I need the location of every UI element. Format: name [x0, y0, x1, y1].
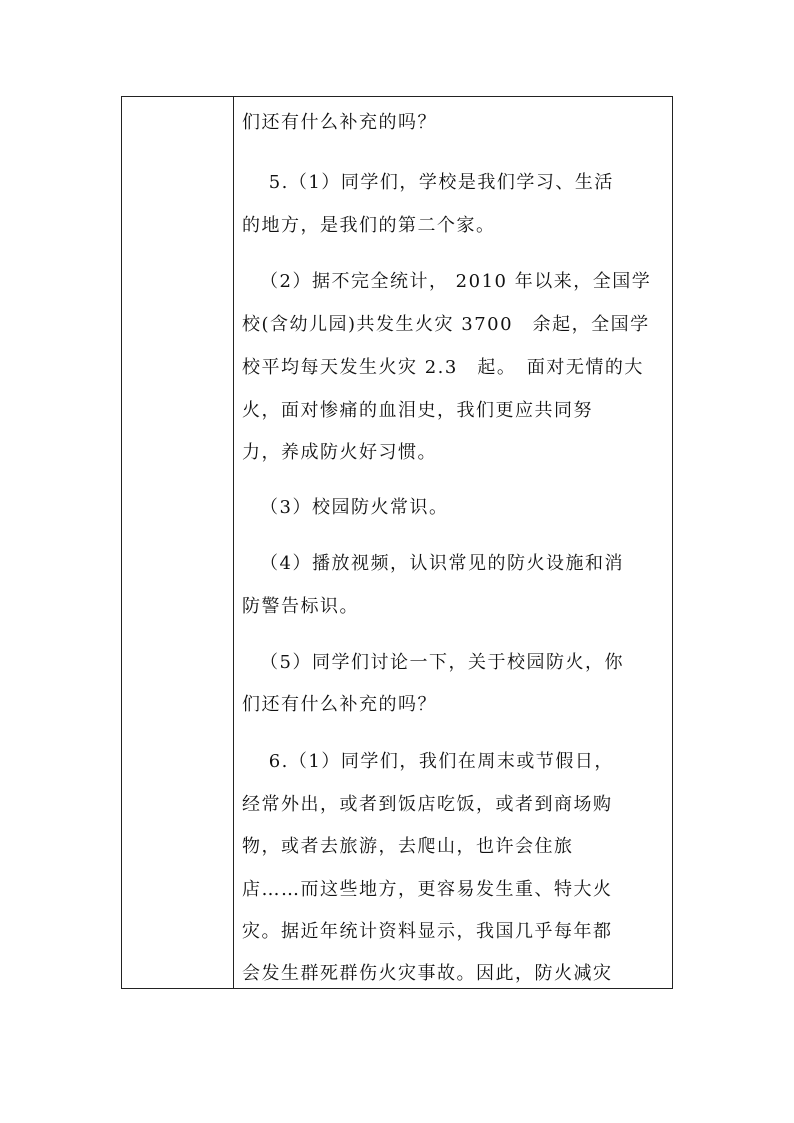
text-line: （3）校园防火常识。 — [260, 497, 449, 518]
text-line: 经常外出，或者到饭店吃饭，或者到商场购 — [242, 794, 613, 815]
text-line: 校平均每天发生火灾 2.3 起。 面对无情的大 — [242, 357, 644, 378]
text-line: （2）据不完全统计， 2010 年以来，全国学 — [260, 271, 652, 292]
text-line: 们还有什么补充的吗？ — [242, 112, 437, 133]
content-cell — [234, 97, 672, 988]
text-line: （5）同学们讨论一下，关于校园防火，你 — [260, 652, 624, 673]
text-line: 5.（1）同学们，学校是我们学习、生活 — [242, 172, 614, 193]
text-line: 的地方，是我们的第二个家。 — [242, 215, 496, 236]
text-line: 们还有什么补充的吗？ — [242, 694, 437, 715]
text-line: 防警告标识。 — [242, 596, 359, 617]
text-line: 6.（1）同学们，我们在周末或节假日， — [242, 751, 614, 772]
text-line: 火，面对惨痛的血泪史，我们更应共同努 — [242, 400, 593, 421]
text-line: （4）播放视频，认识常见的防火设施和消 — [260, 553, 624, 574]
text-line: 力，养成防火好习惯。 — [242, 442, 437, 463]
text-line: 灾。据近年统计资料显示，我国几乎每年都 — [242, 921, 613, 942]
text-line: 物，或者去旅游，去爬山，也许会住旅 — [242, 836, 574, 857]
text-line: 会发生群死群伤火灾事故。因此，防火减灾 — [242, 963, 613, 984]
text-line: 店……而这些地方，更容易发生重、特大火 — [242, 879, 613, 900]
lesson-table — [121, 96, 673, 989]
text-line: 校(含幼儿园)共发生火灾 3700 余起，全国学 — [242, 314, 650, 335]
